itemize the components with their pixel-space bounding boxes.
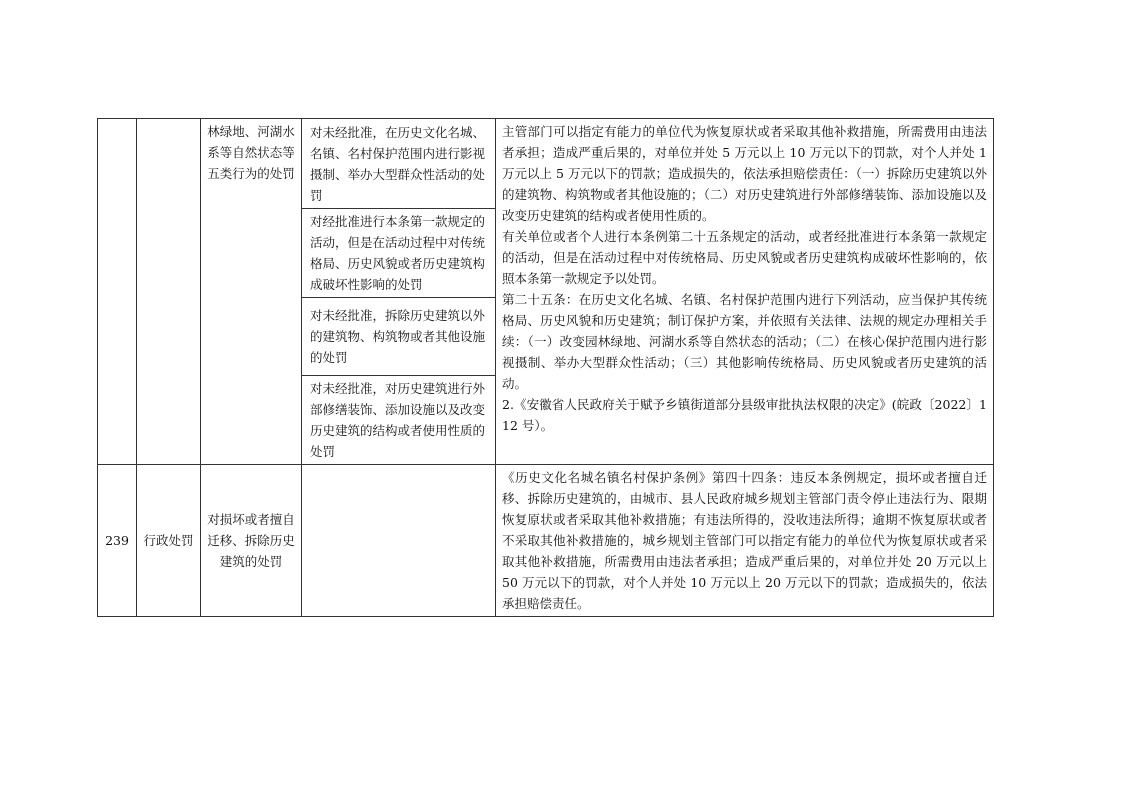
table-row [98,465,994,617]
basis-paragraph: 《历史文化名城名镇名村保护条例》第四十四条：违反本条例规定，损坏或者擅自迁移、拆除历史建筑的，由城市、县人民政府城乡规划主管部门责令停止违法行为、限期恢复原状或者采取其他补救措施；有违法所得的，没收违法所得；逾期不恢复原状或者不采取其他补救措施的，城乡规划主管部门可以指定有能力的单位代为恢复原状或者采取其他补救措施，所需费用由违法者承担；造成严重后果的，对单位并处 20 万元以上 50 万元以下的罚款，对个人并处 10 万元以上 20 万元以下的罚款；造成损失的，依法承担赔偿责任。 [502,470,987,611]
cell-sub-item: 对未经批准，拆除历史建筑以外的建筑物、构筑物或者其他设施的处罚 [302,298,496,376]
cell-type [137,119,201,465]
table-row [98,119,994,209]
cell-number [98,119,137,465]
basis-paragraph: 2.《安徽省人民政府关于赋予乡镇街道部分县级审批执法权限的决定》(皖政〔2022〕112 号）。 [502,397,987,433]
cell-sub-item: 对未经批准，对历史建筑进行外部修缮装饰、添加设施以及改变历史建筑的结构或者使用性质的处罚 [302,376,496,465]
basis-paragraph: 第二十五条：在历史文化名城、名镇、名村保护范围内进行下列活动，应当保护其传统格局、历史风貌和历史建筑；制订保护方案，并依照有关法律、法规的规定办理相关手续：（一）改变园林绿地、河湖水系等自然状态的活动；（二）在核心保护范围内进行影视摄制、举办大型群众性活动；（三）其他影响传统格局、历史风貌或者历史建筑的活动。 [502,292,987,391]
cell-item-name: 林绿地、河湖水系等自然状态等五类行为的处罚 [201,119,302,465]
cell-item-name: 对损坏或者擅自迁移、拆除历史建筑的处罚 [201,465,302,617]
regulation-table [97,118,994,617]
basis-paragraph: 有关单位或者个人进行本条例第二十五条规定的活动，或者经批准进行本条第一款规定的活动，但是在活动过程中对传统格局、历史风貌或者历史建筑构成破坏性影响的，依照本条第一款规定予以处罚。 [502,229,987,286]
cell-sub-item: 对经批准进行本条第一款规定的活动，但是在活动过程中对传统格局、历史风貌或者历史建筑构成破坏性影响的处罚 [302,209,496,298]
cell-sub-item: 对未经批准，在历史文化名城、名镇、名村保护范围内进行影视摄制、举办大型群众性活动的处罚 [302,119,496,209]
cell-legal-basis [496,119,994,465]
cell-sub-item [302,465,496,617]
cell-type: 行政处罚 [137,465,201,617]
cell-legal-basis [496,465,994,617]
cell-number: 239 [98,465,137,617]
basis-paragraph: 主管部门可以指定有能力的单位代为恢复原状或者采取其他补救措施，所需费用由违法者承担；造成严重后果的，对单位并处 5 万元以上 10 万元以下的罚款，对个人并处 1 万元以上 5 万元以下的罚款；造成损失的，依法承担赔偿责任：（一）拆除历史建筑以外的建筑物、构筑物或者其他设施的；（二）对历史建筑进行外部修缮装饰、添加设施以及改变历史建筑的结构或者使用性质的。 [502,124,987,223]
